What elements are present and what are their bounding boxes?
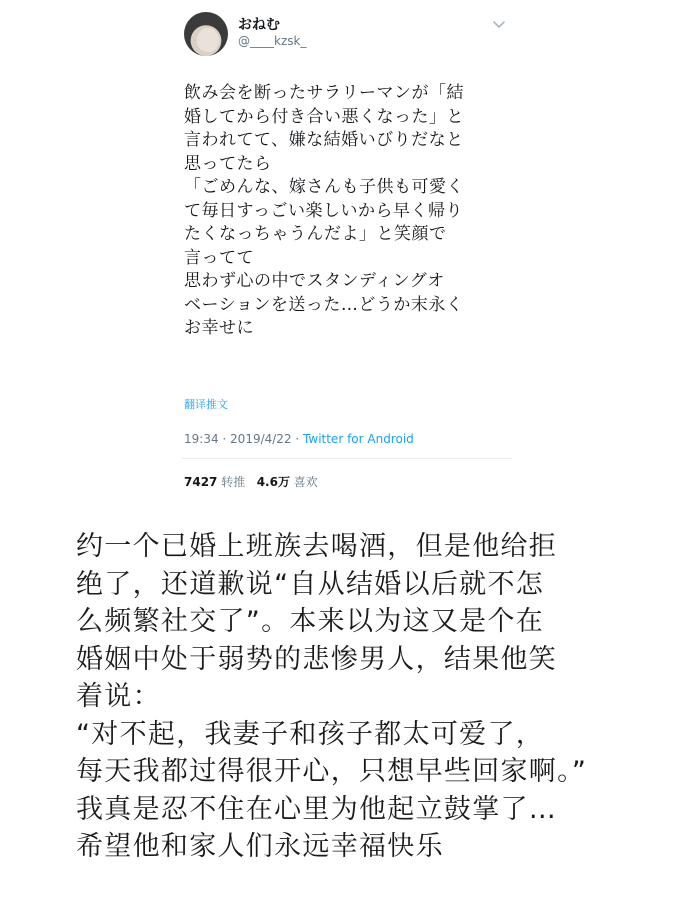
- tweet-text: [184, 82, 514, 341]
- retweets-label: 转推: [221, 475, 246, 489]
- likes-label: 喜欢: [293, 475, 318, 489]
- tweet-text-line: 思わず心の中でスタンディングオ: [184, 271, 445, 291]
- user-handle[interactable]: @____kzsk_: [238, 34, 307, 48]
- tweet-time[interactable]: 19:34: [184, 432, 219, 446]
- translation-line: 么频繁社交了”。本来以为这又是个在: [76, 606, 545, 637]
- translation-line: 每天我都过得很开心，只想早些回家啊。”: [76, 756, 588, 787]
- avatar-face: [197, 28, 219, 52]
- translate-tweet-link[interactable]: 翻译推文: [184, 398, 228, 411]
- display-name[interactable]: おねむ: [238, 17, 280, 33]
- tweet-text-line: ベーションを送った…どうか末永く: [184, 294, 464, 315]
- retweets-count: 7427: [184, 475, 218, 489]
- tweet-text-line: 「ごめんな、嫁さんも子供も可愛く: [184, 177, 464, 197]
- avatar[interactable]: [184, 12, 228, 56]
- tweet-text-line: 婚してから付き合い悪くなった」と: [184, 106, 464, 127]
- tweet-text-line: て毎日すっごい楽しいから早く帰り: [184, 200, 463, 221]
- translation-line: 约一个已婚上班族去喝酒，但是他给拒: [76, 531, 558, 562]
- translation-line: “对不起，我妻子和孩子都太可爱了，: [76, 718, 545, 750]
- divider: [182, 458, 512, 459]
- likes-count: 4.6万: [256, 475, 290, 489]
- translation-line: 希望他和家人们永远幸福快乐: [76, 831, 444, 862]
- translation-caption: [76, 528, 676, 866]
- tweet-source-link[interactable]: Twitter for Android: [303, 432, 414, 446]
- retweets-stat[interactable]: [184, 475, 245, 489]
- likes-stat[interactable]: [257, 475, 318, 489]
- chevron-down-icon[interactable]: [491, 16, 507, 32]
- meta-separator: ·: [218, 432, 231, 446]
- tweet-date[interactable]: 2019/4/22: [230, 432, 292, 446]
- tweet-text-line: お幸せに: [184, 318, 254, 338]
- tweet-text-line: 言ってて: [184, 247, 254, 268]
- translation-line: 我真是忍不住在心里为他起立鼓掌了…: [76, 793, 558, 825]
- tweet-stats: [184, 473, 318, 490]
- translation-line: 着说：: [76, 681, 161, 712]
- tweet-text-line: たくなっちゃうんだよ」と笑顔で: [184, 224, 447, 244]
- tweet-text-line: 思ってたら: [184, 153, 272, 174]
- meta-separator: ·: [291, 432, 304, 446]
- translation-line: 绝了，还道歉说“自从结婚以后就不怎: [76, 568, 545, 600]
- translation-line: 婚姻中处于弱势的悲惨男人，结果他笑: [76, 643, 558, 675]
- tweet-text-line: 飲み会を断ったサラリーマンが「結: [184, 83, 464, 103]
- tweet-meta: [184, 432, 414, 446]
- tweet-card: [170, 0, 515, 500]
- tweet-text-line: 言われてて、嫌な結婚いびりだなと: [184, 130, 464, 150]
